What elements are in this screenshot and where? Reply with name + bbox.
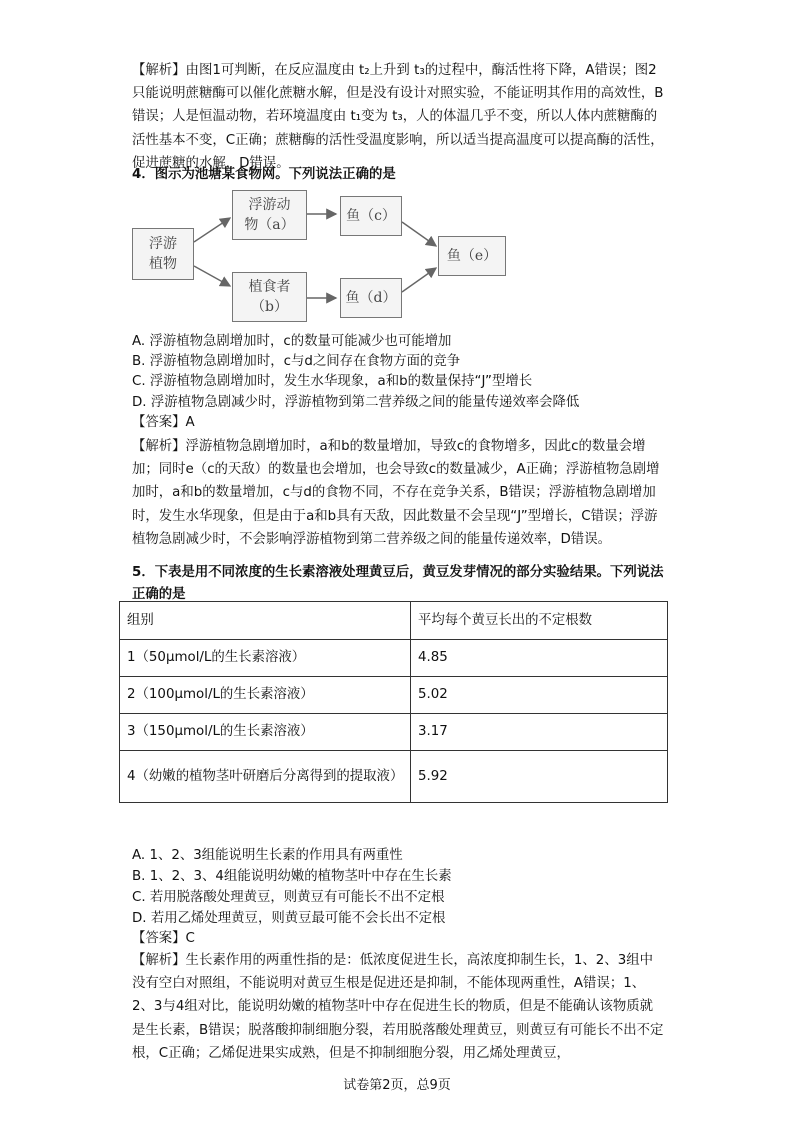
node-fish-e: 鱼（e） <box>438 236 506 276</box>
q3-analysis-text: 【解析】由图1可判断，在反应温度由 t₂上升到 t₃的过程中，酶活性将下降，A错误；图2只能说明蔗糖酶可以催化蔗糖水解，但是没有设计对照实验，不能证明其作用的高效性，B错误；人是恒温动物，若环境温度由 t₁变为 t₃，人的体温几乎不变，所以人体内蔗糖酶的活性基本不变，C正确；蔗糖酶的活性受温度影响，所以适当提高温度可以提高酶的活性，促进蔗糖的水解，D错误。 <box>132 63 664 171</box>
arrow-plant-to-b <box>194 266 230 286</box>
table-row <box>120 714 668 751</box>
q5-table <box>119 601 668 803</box>
table-row <box>120 677 668 714</box>
q4-option-a: A. 浮游植物急剧增加时，c的数量可能减少也可能增加 <box>132 334 452 349</box>
node-zooplankton: 浮游动 物（a） <box>232 190 307 240</box>
table-cell-group: 4（幼嫩的植物茎叶研磨后分离得到的提取液） <box>120 751 411 803</box>
table-header-roots: 平均每个黄豆长出的不定根数 <box>411 602 668 640</box>
q4-title: 4．图示为池塘某食物网。下列说法正确的是 <box>132 167 396 182</box>
q3-analysis <box>132 59 664 175</box>
q5-analysis-text: 【解析】生长素作用的两重性指的是：低浓度促进生长，高浓度抑制生长，1、2、3组中没有空白对照组，不能说明对黄豆生根是促进还是抑制，不能体现两重性，A错误；1、2、3与4组对比，能说明幼嫩的植物茎叶中存在促进生长的物质，但是不能确认该物质就是生长素，B错误；脱落酸抑制细胞分裂，若用脱落酸处理黄豆，则黄豆有可能长不出不定根，C正确；乙烯促进果实成熟，但是不抑制细胞分裂，用乙烯处理黄豆， <box>132 953 664 1061</box>
node-fish-c: 鱼（c） <box>340 196 402 236</box>
table-cell-value: 5.02 <box>411 677 668 714</box>
q5-analysis <box>132 949 664 1065</box>
q5-option-b: B. 1、2、3、4组能说明幼嫩的植物茎叶中存在生长素 <box>132 869 452 884</box>
node-plankton-plant: 浮游 植物 <box>132 228 194 280</box>
q5-option-a: A. 1、2、3组能说明生长素的作用具有两重性 <box>132 848 403 863</box>
table-cell-value: 5.92 <box>411 751 668 803</box>
table-cell-value: 4.85 <box>411 640 668 677</box>
arrow-d-to-e <box>402 268 436 292</box>
q4-analysis <box>132 435 664 551</box>
q4-option-c: C. 浮游植物急剧增加时，发生水华现象，a和b的数量保持“J”型增长 <box>132 374 533 389</box>
q5-option-d: D. 若用乙烯处理黄豆，则黄豆最可能不会长出不定根 <box>132 911 446 926</box>
table-header-group: 组别 <box>120 602 411 640</box>
table-cell-value: 3.17 <box>411 714 668 751</box>
table-cell-group: 3（150μmol/L的生长素溶液） <box>120 714 411 751</box>
q4-analysis-text: 【解析】浮游植物急剧增加时，a和b的数量增加，导致c的食物增多，因此c的数量会增加；同时e（c的天敌）的数量也会增加，也会导致c的数量减少，A正确；浮游植物急剧增加时，a和b的数量增加，c与d的食物不同，不存在竞争关系，B错误；浮游植物急剧增加时，发生水华现象，但是由于a和b具有天敌，因此数量不会呈现“J”型增长，C错误；浮游植物急剧减少时，不会影响浮游植物到第二营养级之间的能量传递效率，D错误。 <box>132 439 660 547</box>
node-herbivore: 植食者 （b） <box>232 272 307 322</box>
q4-answer: 【答案】A <box>132 415 195 430</box>
table-header-row <box>120 602 668 640</box>
food-web-diagram <box>132 188 522 328</box>
page-footer: 试卷第2页，总9页 <box>343 1078 451 1093</box>
q5-option-c: C. 若用脱落酸处理黄豆，则黄豆有可能长不出不定根 <box>132 890 445 905</box>
q4-option-d: D. 浮游植物急剧减少时，浮游植物到第二营养级之间的能量传递效率会降低 <box>132 395 580 410</box>
table-cell-group: 2（100μmol/L的生长素溶液） <box>120 677 411 714</box>
arrow-plant-to-a <box>194 218 230 242</box>
q4-option-b: B. 浮游植物急剧增加时，c与d之间存在食物方面的竞争 <box>132 354 461 369</box>
arrow-c-to-e <box>402 222 436 246</box>
node-fish-d: 鱼（d） <box>340 278 402 318</box>
table-row <box>120 640 668 677</box>
table-row <box>120 751 668 803</box>
q5-answer: 【答案】C <box>132 931 195 946</box>
q5-title: 5．下表是用不同浓度的生长素溶液处理黄豆后，黄豆发芽情况的部分实验结果。下列说法正确的是 <box>132 565 664 602</box>
table-cell-group: 1（50μmol/L的生长素溶液） <box>120 640 411 677</box>
